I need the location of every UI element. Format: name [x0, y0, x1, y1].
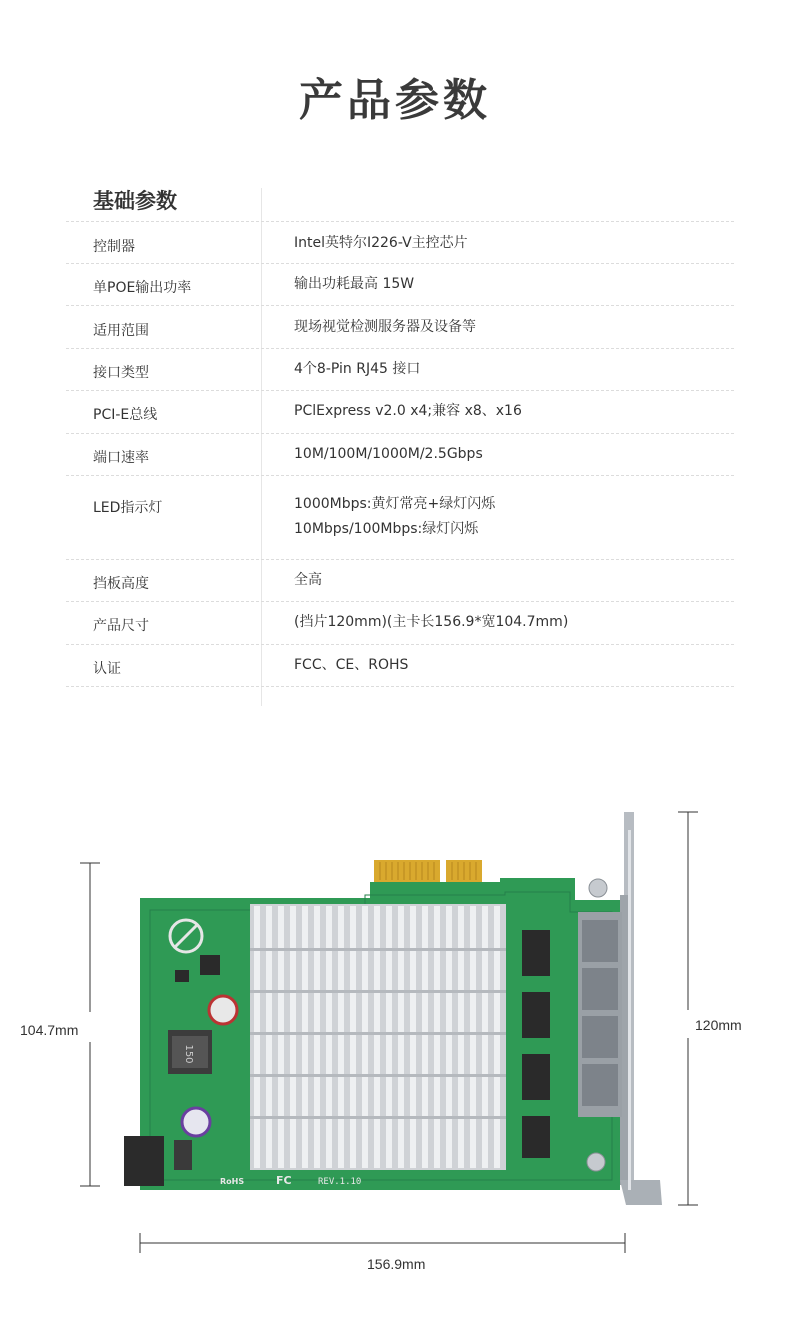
height-dimension-label: 104.7mm: [20, 1022, 79, 1038]
page-title: 产品参数: [299, 75, 491, 126]
length-dimension-label: 156.9mm: [367, 1256, 426, 1272]
pcie-gold-fingers: [374, 860, 482, 882]
spec-value: FCC、CE、ROHS: [294, 657, 409, 673]
fcc-mark: FC: [276, 1174, 292, 1187]
section-title: 基础参数: [93, 189, 177, 213]
spec-label: 单POE输出功率: [93, 280, 192, 296]
bracket-dimension-label: 120mm: [695, 1017, 742, 1033]
table-row: [66, 560, 734, 602]
table-row: [66, 476, 734, 560]
spec-value: 10M/100M/1000M/2.5Gbps: [294, 446, 483, 462]
spec-label: 适用范围: [93, 323, 149, 339]
screw-icon: [589, 879, 607, 897]
table-row: [66, 645, 734, 687]
spec-value: 现场视觉检测服务器及设备等: [294, 319, 476, 335]
spec-label: 接口类型: [93, 365, 149, 381]
spec-value: (挡片120mm)(主卡长156.9*宽104.7mm): [294, 614, 569, 630]
table-row: [66, 306, 734, 349]
spec-label: 认证: [93, 661, 121, 677]
spec-value: 1000Mbps:黄灯常亮+绿灯闪烁: [294, 496, 496, 512]
revision-label: REV.1.10: [318, 1177, 362, 1187]
spec-value: Intel英特尔I226-V主控芯片: [294, 235, 468, 251]
metal-bracket: [620, 812, 662, 1205]
spec-value: PClExpress v2.0 x4;兼容 x8、x16: [294, 403, 522, 419]
screw-icon: [587, 1153, 605, 1171]
inductor-label: 150: [183, 1044, 194, 1064]
spec-value: 全高: [294, 572, 322, 588]
network-card-image: [0, 800, 790, 1270]
table-row: [66, 349, 734, 391]
rj45-ports: [578, 912, 622, 1117]
spec-value: 4个8-Pin RJ45 接口: [294, 361, 421, 377]
spec-label: LED指示灯: [93, 500, 163, 516]
table-row: [66, 222, 734, 264]
spec-label: 控制器: [93, 239, 135, 255]
spec-value: 10Mbps/100Mbps:绿灯闪烁: [294, 521, 479, 537]
table-row: [66, 434, 734, 476]
spec-label: 挡板高度: [93, 576, 149, 592]
spec-section-header: [66, 180, 734, 222]
table-row: [66, 264, 734, 306]
spec-label: PCI-E总线: [93, 407, 158, 423]
spec-value: 输出功耗最高 15W: [294, 276, 415, 292]
table-row: [66, 391, 734, 434]
spec-label: 端口速率: [93, 450, 149, 466]
spec-label: 产品尺寸: [93, 618, 149, 634]
table-row: [66, 602, 734, 645]
rohs-mark: RoHS: [220, 1177, 245, 1186]
spec-table: [66, 180, 734, 687]
heatsink: [250, 904, 506, 1170]
